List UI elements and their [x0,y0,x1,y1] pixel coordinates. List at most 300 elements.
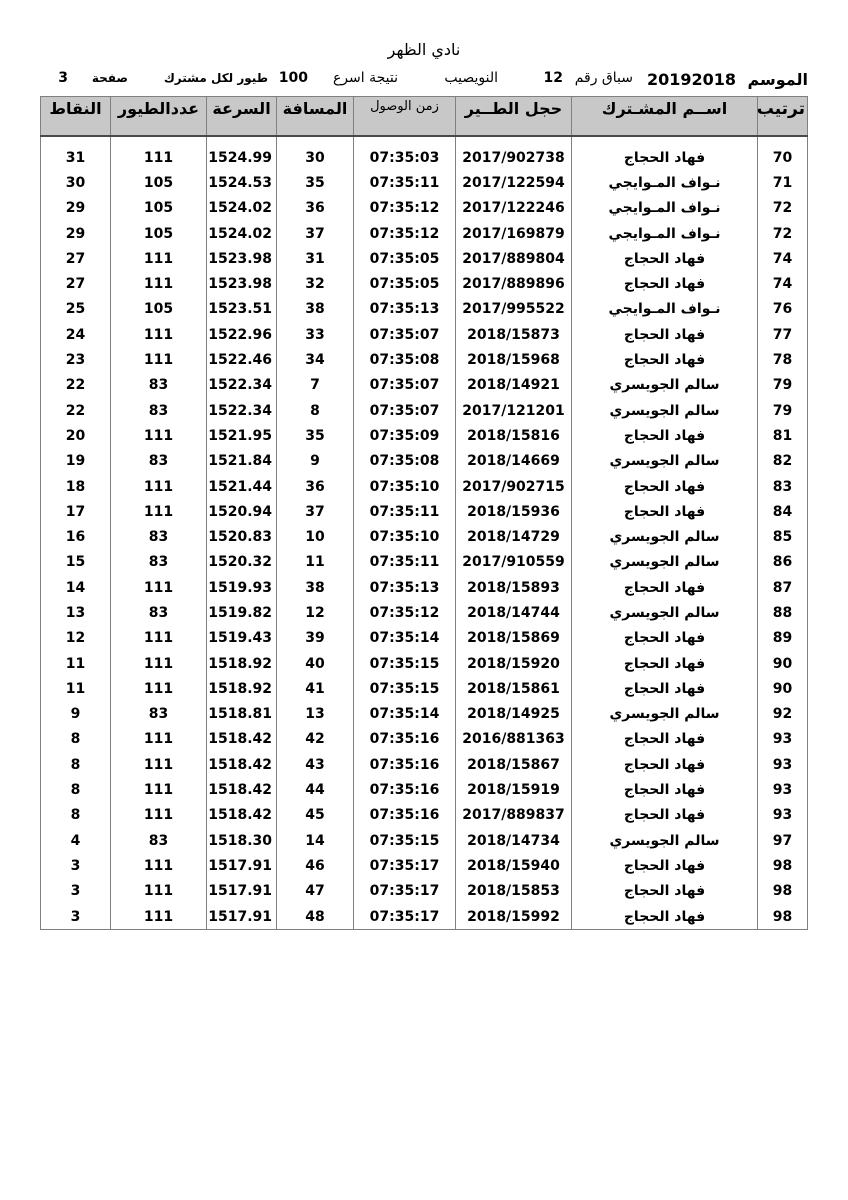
speed-cell: 1524.53 [207,170,277,195]
rank-cell: 97 [758,828,808,853]
bird-count-cell: 105 [111,170,207,195]
rank-cell: 85 [758,524,808,549]
table-row [41,423,808,448]
rank-cell: 82 [758,449,808,474]
participant-cell: فهاد الحجاج [572,322,758,347]
participant-cell: نـواف المـوايجي [572,170,758,195]
distance-cell: 33 [277,322,354,347]
distance-cell: 45 [277,803,354,828]
speed-cell: 1519.82 [207,600,277,625]
points-cell: 29 [41,196,111,221]
points-cell: 8 [41,727,111,752]
table-row [41,853,808,878]
bird-count-cell: 111 [111,575,207,600]
speed-cell: 1519.43 [207,626,277,651]
bird-count-cell: 83 [111,449,207,474]
season-label: الموسم [747,70,808,89]
bird-count-cell: 111 [111,879,207,904]
arrival-time-cell: 07:35:16 [354,777,456,802]
table-row [41,600,808,625]
table-row [41,271,808,296]
bird-count-cell: 111 [111,777,207,802]
arrival-time-cell: 07:35:12 [354,196,456,221]
points-cell: 8 [41,752,111,777]
ring-cell: 2017/995522 [456,297,572,322]
ring-cell: 2018/15940 [456,853,572,878]
rank-cell: 79 [758,373,808,398]
distance-cell: 32 [277,271,354,296]
ring-cell: 2017/889837 [456,803,572,828]
rank-cell: 72 [758,196,808,221]
rank-cell: 98 [758,879,808,904]
distance-cell: 35 [277,170,354,195]
speed-cell: 1520.94 [207,499,277,524]
distance-cell: 47 [277,879,354,904]
column-header-speed: السرعة [207,97,277,137]
bird-count-cell: 83 [111,524,207,549]
rank-cell: 93 [758,777,808,802]
arrival-time-cell: 07:35:12 [354,221,456,246]
table-row [41,879,808,904]
arrival-time-cell: 07:35:05 [354,271,456,296]
ring-cell: 2018/15992 [456,904,572,930]
ring-cell: 2018/15816 [456,423,572,448]
bird-count-cell: 111 [111,474,207,499]
column-header-points: النقاط [41,97,111,137]
column-header-bird-count: عددالطيور [111,97,207,137]
per-participant-label: طيور لكل مشترك [163,71,268,85]
result-count: 100 [278,70,308,86]
rank-cell: 79 [758,398,808,423]
arrival-time-cell: 07:35:07 [354,373,456,398]
ring-cell: 2018/15936 [456,499,572,524]
distance-cell: 38 [277,297,354,322]
speed-cell: 1519.93 [207,575,277,600]
rank-cell: 72 [758,221,808,246]
ring-cell: 2018/15919 [456,777,572,802]
participant-cell: سالم الجويسري [572,550,758,575]
rank-cell: 98 [758,904,808,930]
speed-cell: 1518.42 [207,777,277,802]
bird-count-cell: 105 [111,297,207,322]
bird-count-cell: 111 [111,752,207,777]
points-cell: 23 [41,347,111,372]
table-row [41,297,808,322]
ring-cell: 2018/14744 [456,600,572,625]
ring-cell: 2018/15853 [456,879,572,904]
points-cell: 11 [41,676,111,701]
speed-cell: 1521.84 [207,449,277,474]
table-row [41,828,808,853]
points-cell: 29 [41,221,111,246]
column-header-distance: المسافة [277,97,354,137]
arrival-time-cell: 07:35:15 [354,651,456,676]
rank-cell: 86 [758,550,808,575]
arrival-time-cell: 07:35:08 [354,347,456,372]
table-row [41,803,808,828]
speed-cell: 1523.98 [207,246,277,271]
speed-cell: 1524.99 [207,145,277,170]
participant-cell: سالم الجويسري [572,449,758,474]
bird-count-cell: 111 [111,423,207,448]
bird-count-cell: 111 [111,271,207,296]
bird-count-cell: 111 [111,347,207,372]
participant-cell: فهاد الحجاج [572,803,758,828]
participant-cell: فهاد الحجاج [572,626,758,651]
rank-cell: 70 [758,145,808,170]
points-cell: 30 [41,170,111,195]
rank-cell: 74 [758,246,808,271]
participant-cell: فهاد الحجاج [572,879,758,904]
ring-cell: 2018/15869 [456,626,572,651]
table-row [41,196,808,221]
points-cell: 8 [41,803,111,828]
bird-count-cell: 83 [111,702,207,727]
distance-cell: 11 [277,550,354,575]
distance-cell: 44 [277,777,354,802]
rank-cell: 76 [758,297,808,322]
header-row [41,97,808,137]
participant-cell: نـواف المـوايجي [572,196,758,221]
bird-count-cell: 111 [111,727,207,752]
distance-cell: 37 [277,499,354,524]
speed-cell: 1522.34 [207,373,277,398]
arrival-time-cell: 07:35:03 [354,145,456,170]
participant-cell: سالم الجويسري [572,702,758,727]
points-cell: 19 [41,449,111,474]
participant-cell: فهاد الحجاج [572,651,758,676]
points-cell: 31 [41,145,111,170]
participant-cell: سالم الجويسري [572,373,758,398]
arrival-time-cell: 07:35:13 [354,575,456,600]
rank-cell: 78 [758,347,808,372]
participant-cell: سالم الجويسري [572,600,758,625]
speed-cell: 1521.95 [207,423,277,448]
table-row [41,777,808,802]
participant-cell: فهاد الحجاج [572,676,758,701]
participant-cell: فهاد الحجاج [572,271,758,296]
rank-cell: 98 [758,853,808,878]
participant-cell: فهاد الحجاج [572,423,758,448]
column-header-rank: ترتيب [758,97,808,137]
table-row [41,702,808,727]
bird-count-cell: 111 [111,853,207,878]
rank-cell: 71 [758,170,808,195]
rank-cell: 93 [758,803,808,828]
distance-cell: 38 [277,575,354,600]
speed-cell: 1517.91 [207,879,277,904]
arrival-time-cell: 07:35:11 [354,550,456,575]
speed-cell: 1520.83 [207,524,277,549]
speed-cell: 1517.91 [207,853,277,878]
ring-cell: 2018/14925 [456,702,572,727]
speed-cell: 1522.34 [207,398,277,423]
distance-cell: 37 [277,221,354,246]
speed-cell: 1523.51 [207,297,277,322]
table-row [41,145,808,170]
table-row [41,474,808,499]
arrival-time-cell: 07:35:15 [354,828,456,853]
speed-cell: 1523.98 [207,271,277,296]
speed-cell: 1521.44 [207,474,277,499]
arrival-time-cell: 07:35:13 [354,297,456,322]
bird-count-cell: 111 [111,651,207,676]
bird-count-cell: 111 [111,499,207,524]
participant-cell: فهاد الحجاج [572,474,758,499]
distance-cell: 10 [277,524,354,549]
table-row [41,550,808,575]
bird-count-cell: 111 [111,246,207,271]
distance-cell: 46 [277,853,354,878]
points-cell: 3 [41,853,111,878]
arrival-time-cell: 07:35:14 [354,626,456,651]
table-row [41,524,808,549]
points-cell: 14 [41,575,111,600]
bird-count-cell: 83 [111,600,207,625]
participant-cell: فهاد الحجاج [572,904,758,930]
points-cell: 24 [41,322,111,347]
bird-count-cell: 83 [111,398,207,423]
bird-count-cell: 111 [111,626,207,651]
ring-cell: 2017/902715 [456,474,572,499]
table-row [41,499,808,524]
arrival-time-cell: 07:35:15 [354,676,456,701]
distance-cell: 14 [277,828,354,853]
bird-count-cell: 83 [111,828,207,853]
ring-cell: 2018/15920 [456,651,572,676]
distance-cell: 48 [277,904,354,930]
participant-cell: فهاد الحجاج [572,727,758,752]
ring-cell: 2018/15968 [456,347,572,372]
speed-cell: 1518.42 [207,803,277,828]
race-number: 12 [543,70,563,86]
table-row [41,221,808,246]
arrival-time-cell: 07:35:09 [354,423,456,448]
points-cell: 12 [41,626,111,651]
page-number: 3 [58,70,68,86]
points-cell: 16 [41,524,111,549]
distance-cell: 42 [277,727,354,752]
ring-cell: 2018/14734 [456,828,572,853]
speed-cell: 1524.02 [207,221,277,246]
distance-cell: 41 [277,676,354,701]
header-spacer-row [41,136,808,145]
rank-cell: 92 [758,702,808,727]
points-cell: 22 [41,373,111,398]
speed-cell: 1524.02 [207,196,277,221]
arrival-time-cell: 07:35:16 [354,727,456,752]
ring-cell: 2018/14729 [456,524,572,549]
points-cell: 27 [41,271,111,296]
participant-cell: سالم الجويسري [572,398,758,423]
points-cell: 3 [41,879,111,904]
bird-count-cell: 83 [111,550,207,575]
distance-cell: 43 [277,752,354,777]
speed-cell: 1518.42 [207,727,277,752]
distance-cell: 7 [277,373,354,398]
participant-cell: فهاد الحجاج [572,853,758,878]
distance-cell: 34 [277,347,354,372]
points-cell: 9 [41,702,111,727]
speed-cell: 1518.42 [207,752,277,777]
points-cell: 4 [41,828,111,853]
arrival-time-cell: 07:35:17 [354,879,456,904]
distance-cell: 40 [277,651,354,676]
ring-cell: 2017/889804 [456,246,572,271]
rank-cell: 77 [758,322,808,347]
table-row [41,322,808,347]
arrival-time-cell: 07:35:10 [354,474,456,499]
speed-cell: 1518.92 [207,676,277,701]
ring-cell: 2018/14669 [456,449,572,474]
table-row [41,651,808,676]
distance-cell: 35 [277,423,354,448]
rank-cell: 74 [758,271,808,296]
table-row [41,373,808,398]
table-row [41,727,808,752]
race-location: النويصيب [444,70,498,86]
bird-count-cell: 111 [111,145,207,170]
table-row [41,676,808,701]
arrival-time-cell: 07:35:14 [354,702,456,727]
participant-cell: فهاد الحجاج [572,145,758,170]
ring-cell: 2017/910559 [456,550,572,575]
distance-cell: 36 [277,196,354,221]
participant-cell: نـواف المـوايجي [572,221,758,246]
table-row [41,575,808,600]
results-table [40,96,808,930]
distance-cell: 8 [277,398,354,423]
participant-cell: فهاد الحجاج [572,246,758,271]
table-row [41,626,808,651]
rank-cell: 93 [758,727,808,752]
points-cell: 17 [41,499,111,524]
speed-cell: 1518.30 [207,828,277,853]
ring-cell: 2017/121201 [456,398,572,423]
bird-count-cell: 105 [111,221,207,246]
ring-cell: 2018/15867 [456,752,572,777]
points-cell: 8 [41,777,111,802]
rank-cell: 81 [758,423,808,448]
bird-count-cell: 111 [111,322,207,347]
ring-cell: 2017/902738 [456,145,572,170]
speed-cell: 1517.91 [207,904,277,930]
table-row [41,246,808,271]
distance-cell: 12 [277,600,354,625]
bird-count-cell: 111 [111,904,207,930]
participant-cell: سالم الجويسري [572,828,758,853]
rank-cell: 90 [758,651,808,676]
distance-cell: 9 [277,449,354,474]
ring-cell: 2018/14921 [456,373,572,398]
column-header-arrival-time: زمن الوصول [354,97,456,137]
arrival-time-cell: 07:35:12 [354,600,456,625]
arrival-time-cell: 07:35:07 [354,322,456,347]
ring-cell: 2017/122246 [456,196,572,221]
result-label: نتيجة اسرع [332,70,398,86]
points-cell: 22 [41,398,111,423]
distance-cell: 36 [277,474,354,499]
arrival-time-cell: 07:35:17 [354,904,456,930]
ring-cell: 2017/122594 [456,170,572,195]
arrival-time-cell: 07:35:16 [354,803,456,828]
season-value: 20192018 [646,70,736,89]
club-title: نادي الظهر [387,40,461,59]
participant-cell: فهاد الحجاج [572,499,758,524]
distance-cell: 30 [277,145,354,170]
points-cell: 13 [41,600,111,625]
distance-cell: 39 [277,626,354,651]
points-cell: 20 [41,423,111,448]
distance-cell: 31 [277,246,354,271]
arrival-time-cell: 07:35:16 [354,752,456,777]
rank-cell: 87 [758,575,808,600]
rank-cell: 89 [758,626,808,651]
rank-cell: 88 [758,600,808,625]
bird-count-cell: 111 [111,676,207,701]
ring-cell: 2017/889896 [456,271,572,296]
speed-cell: 1518.81 [207,702,277,727]
rank-cell: 90 [758,676,808,701]
column-header-ring: حجل الطــير [456,97,572,137]
ring-cell: 2018/15873 [456,322,572,347]
table-row [41,904,808,930]
points-cell: 3 [41,904,111,930]
ring-cell: 2017/169879 [456,221,572,246]
bird-count-cell: 105 [111,196,207,221]
arrival-time-cell: 07:35:10 [354,524,456,549]
table-row [41,170,808,195]
ring-cell: 2018/15893 [456,575,572,600]
points-cell: 27 [41,246,111,271]
table-row [41,398,808,423]
participant-cell: فهاد الحجاج [572,752,758,777]
participant-cell: فهاد الحجاج [572,575,758,600]
arrival-time-cell: 07:35:07 [354,398,456,423]
column-header-participant: اســم المشـترك [572,97,758,137]
arrival-time-cell: 07:35:05 [354,246,456,271]
speed-cell: 1520.32 [207,550,277,575]
ring-cell: 2018/15861 [456,676,572,701]
points-cell: 15 [41,550,111,575]
page-label: صفحة [91,71,128,85]
bird-count-cell: 83 [111,373,207,398]
arrival-time-cell: 07:35:11 [354,170,456,195]
ring-cell: 2016/881363 [456,727,572,752]
participant-cell: سالم الجويسري [572,524,758,549]
points-cell: 25 [41,297,111,322]
arrival-time-cell: 07:35:17 [354,853,456,878]
bird-count-cell: 111 [111,803,207,828]
table-row [41,347,808,372]
table-row [41,449,808,474]
participant-cell: نـواف المـوايجي [572,297,758,322]
arrival-time-cell: 07:35:08 [354,449,456,474]
distance-cell: 13 [277,702,354,727]
rank-cell: 83 [758,474,808,499]
rank-cell: 84 [758,499,808,524]
speed-cell: 1518.92 [207,651,277,676]
speed-cell: 1522.96 [207,322,277,347]
table-row [41,752,808,777]
participant-cell: فهاد الحجاج [572,777,758,802]
speed-cell: 1522.46 [207,347,277,372]
points-cell: 18 [41,474,111,499]
participant-cell: فهاد الحجاج [572,347,758,372]
race-label: سباق رقم [574,70,633,86]
rank-cell: 93 [758,752,808,777]
points-cell: 11 [41,651,111,676]
